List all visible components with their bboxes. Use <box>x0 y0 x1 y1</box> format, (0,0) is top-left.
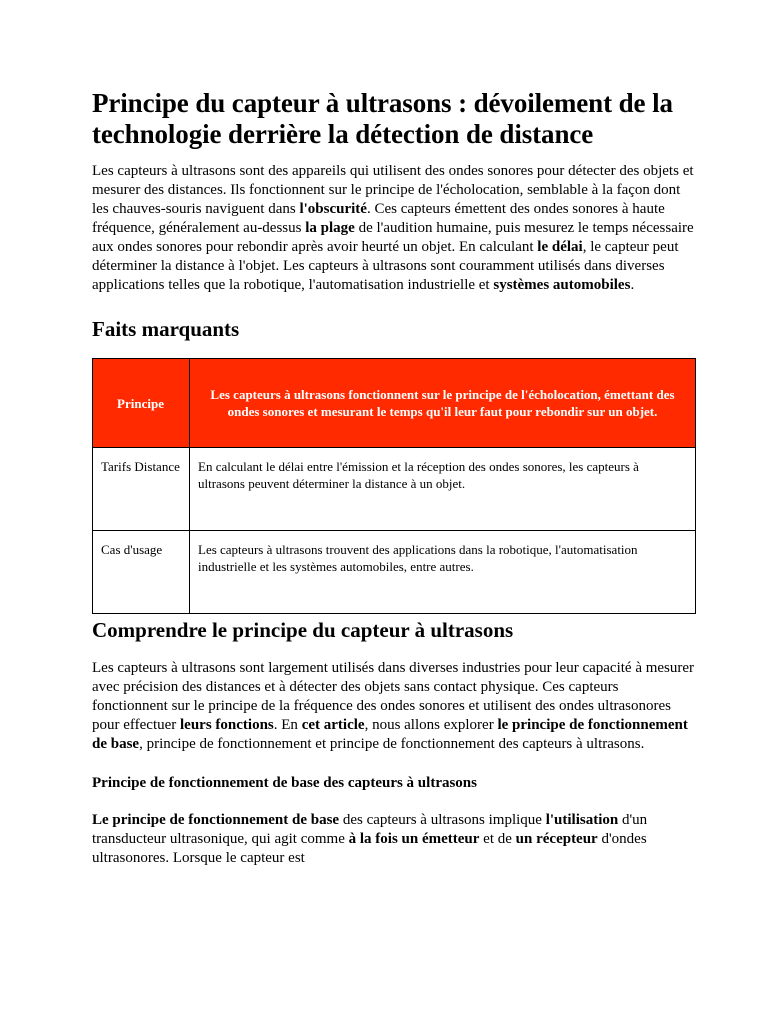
section-heading: Comprendre le principe du capteur à ultrasons <box>92 618 514 642</box>
page-title: Principe du capteur à ultrasons : dévoilement de la technologie derrière la détection de distance <box>92 88 673 149</box>
facts-value: En calculant le délai entre l'émission et la réception des ondes sonores, les capteurs à ultrasons peuvent déterminer la distance à un objet. <box>190 448 696 531</box>
facts-label: Cas d'usage <box>93 531 190 614</box>
document-content <box>92 88 696 868</box>
table-row <box>93 448 696 531</box>
intro-paragraph: Les capteurs à ultrasons sont des appareils qui utilisent des ondes sonores pour détecter des objets et mesurer des distances. Ils fonctionnent sur le principe de l'écholocation, semblable à la façon dont les chauves-souris naviguent dans l'obscurité. Ces capteurs émettent des ondes sonores à haute fréquence, généralement au-dessus la plage de l'audition humaine, puis mesurez le temps nécessaire aux ondes sonores pour rebondir après avoir heurté un objet. En calculant le délai, le capteur peut déterminer la distance à l'objet. Les capteurs à ultrasons sont couramment utilisés dans diverses applications telles que la robotique, l'automatisation industrielle et systèmes automobiles. <box>92 163 694 293</box>
last-paragraph: Le principe de fonctionnement de base des capteurs à ultrasons implique l'utilisation d'un transducteur ultrasonique, qui agit comme à la fois un émetteur et de un récepteur d'ondes ultrasonores. Lorsque le capteur est <box>92 812 648 866</box>
table-row <box>93 531 696 614</box>
section-paragraph: Les capteurs à ultrasons sont largement utilisés dans diverses industries pour leur capacité à mesurer avec précision des distances et à détecter des objets sans contact physique. Ces capteurs fonctionnent sur le principe de la fréquence des ondes sonores et utilisent des ondes ultrasonores pour effectuer leurs fonctions. En cet article, nous allons explorer le principe de fonctionnement de base, principe de fonctionnement et principe de fonctionnement des capteurs à ultrasons. <box>92 660 695 752</box>
table-row <box>93 359 696 448</box>
facts-value: Les capteurs à ultrasons trouvent des applications dans la robotique, l'automatisation industrielle et les systèmes automobiles, entre autres. <box>190 531 696 614</box>
facts-heading: Faits marquants <box>92 317 240 341</box>
sub-heading: Principe de fonctionnement de base des capteurs à ultrasons <box>92 775 477 791</box>
facts-label: Principe <box>93 359 190 448</box>
facts-value: Les capteurs à ultrasons fonctionnent sur le principe de l'écholocation, émettant des ondes sonores et mesurant le temps qu'il leur faut pour rebondir sur un objet. <box>190 359 696 448</box>
facts-table <box>92 358 696 614</box>
facts-label: Tarifs Distance <box>93 448 190 531</box>
